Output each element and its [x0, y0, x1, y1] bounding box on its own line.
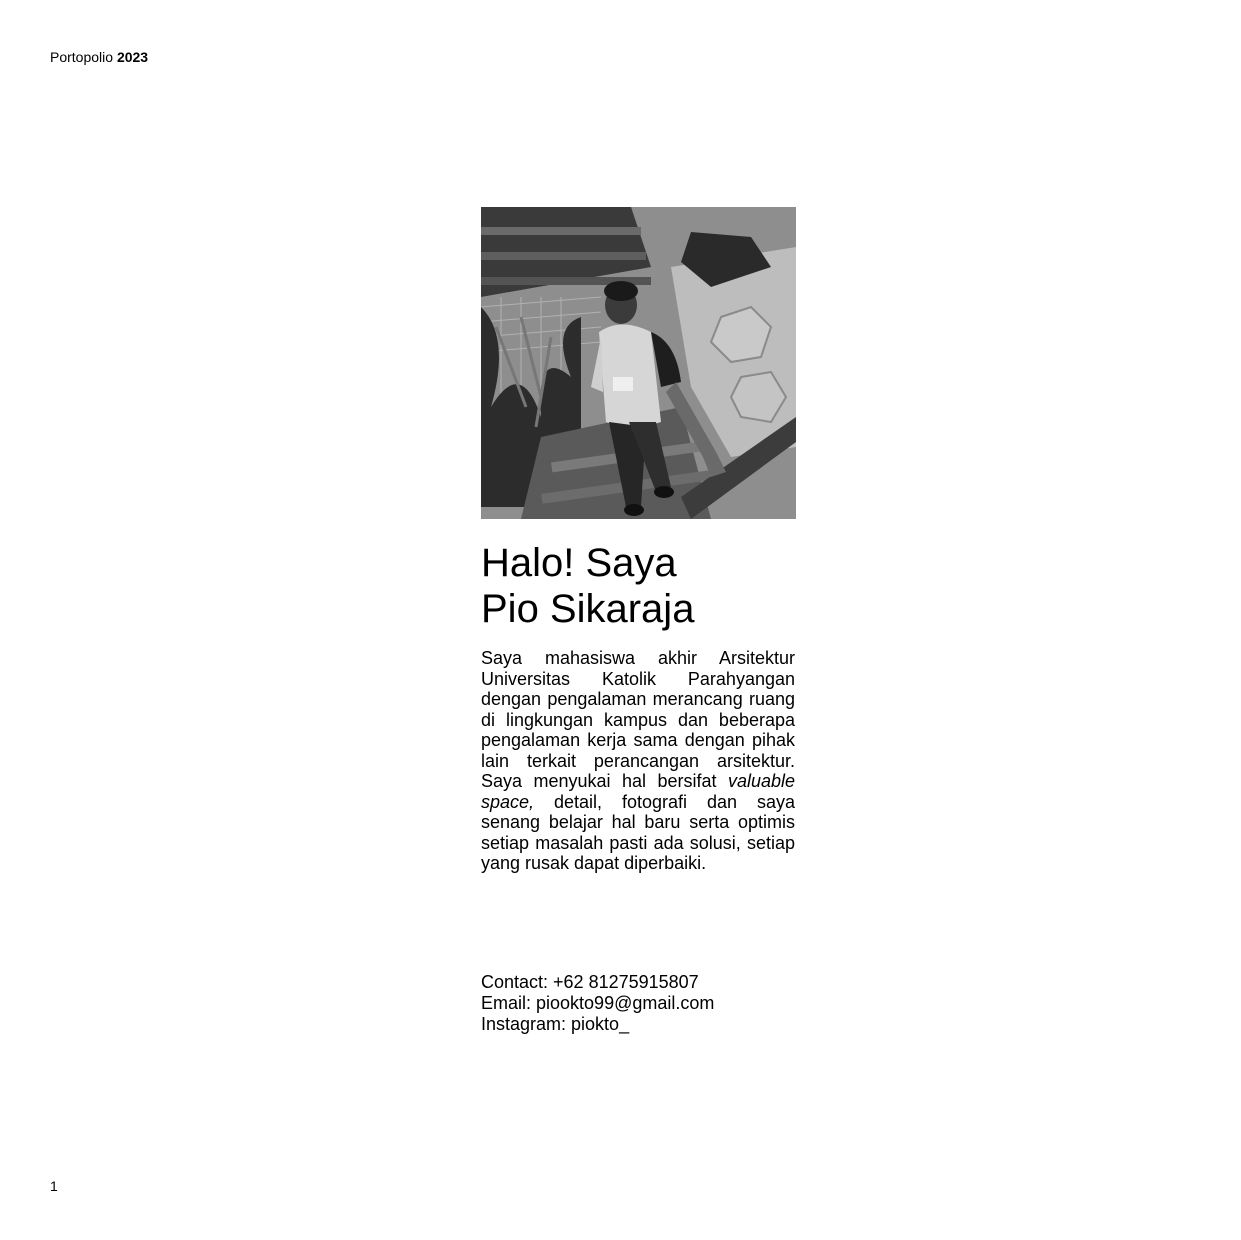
portrait-photo-illustration	[481, 207, 796, 519]
contact-phone: Contact: +62 81275915807	[481, 972, 699, 992]
title-line-2: Pio Sikaraja	[481, 587, 695, 631]
bio-emphasis: valuable space,	[481, 771, 795, 812]
page-header	[50, 49, 148, 65]
portrait-photo	[481, 207, 796, 519]
bio-text-start: Saya mahasiswa akhir Arsitektur Universitas Katolik Parahyangan dengan pengalaman merancang ruang di lingkungan kampus dan beberapa pengalaman kerja sama dengan pihak lain terkait perancangan arsitektur. Saya menyukai hal bersifat	[481, 648, 795, 791]
header-year: 2023	[116, 49, 149, 65]
contact-instagram: Instagram: piokto_	[481, 1014, 630, 1034]
page-title	[481, 540, 811, 632]
contact-block	[481, 972, 714, 1035]
header-label: Portopolio	[50, 49, 114, 65]
page-number: 1	[50, 1178, 58, 1194]
bio-text-end: detail, fotografi dan saya senang belajar hal baru serta optimis setiap masalah pasti ada solusi, setiap yang rusak dapat diperbaiki.	[481, 791, 795, 873]
bio-paragraph	[481, 648, 795, 874]
title-line-1: Halo! Saya	[481, 541, 677, 585]
contact-email: Email: piookto99@gmail.com	[481, 993, 715, 1013]
